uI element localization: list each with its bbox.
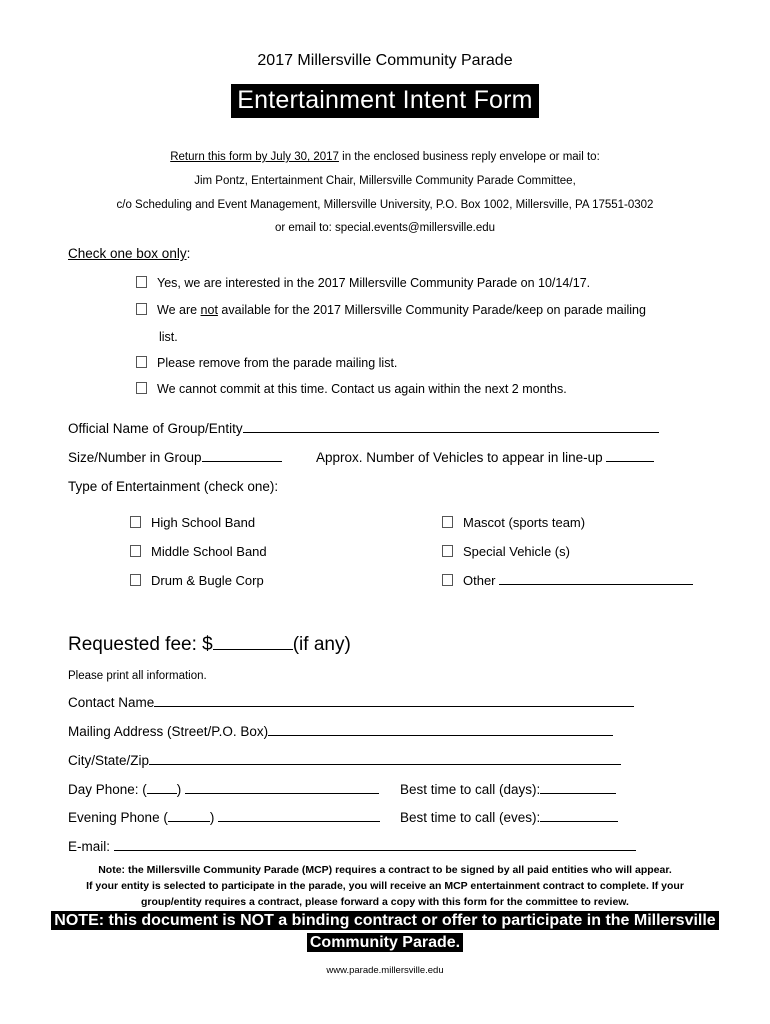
contact-name-label: Contact Name (68, 695, 155, 710)
size-field[interactable] (202, 450, 282, 462)
option-cannot-commit-label: We cannot commit at this time. Contact us again within the next 2 months. (157, 382, 567, 396)
option-not-available[interactable] (136, 303, 646, 317)
option-remove[interactable] (136, 356, 397, 370)
option-remove-label: Please remove from the parade mailing list. (157, 356, 398, 370)
return-deadline: Return this form by July 30, 2017 (170, 151, 339, 163)
check-heading-colon: : (186, 246, 191, 261)
best-eves-field[interactable] (540, 810, 618, 822)
checkbox-other[interactable] (442, 574, 453, 586)
email-label: E-mail: (68, 839, 111, 854)
mailing-address-row (68, 724, 613, 739)
checkbox-middle-school[interactable] (130, 545, 141, 557)
checkbox-drum-bugle[interactable] (130, 574, 141, 586)
type-high-school-label: High School Band (151, 515, 256, 530)
option2-pre: We are (157, 303, 201, 317)
checkbox-cannot-commit[interactable] (136, 382, 147, 394)
note-line-1: Note: the Millersville Community Parade (MCP) requires a contract to be signed by all paid entities who will appear. (98, 864, 672, 876)
option2-rest: available for the 2017 Millersville Community Parade/keep on parade mailing (217, 303, 646, 317)
other-field[interactable] (499, 573, 693, 585)
binding-note-banner-1: NOTE: this document is NOT a binding contract or offer to participate in the Millersville (51, 911, 718, 930)
checkbox-mascot[interactable] (442, 516, 453, 528)
official-name-field[interactable] (243, 421, 659, 433)
official-name-row (68, 421, 659, 436)
type-middle-school[interactable] (130, 544, 267, 559)
address-line-2: c/o Scheduling and Event Management, Millersville University, P.O. Box 1002, Millersville, PA 17551-0302 (116, 199, 654, 211)
form-title-wrap (0, 86, 770, 115)
city-row (68, 753, 621, 768)
type-heading: Type of Entertainment (check one): (68, 479, 279, 494)
checkbox-not-available[interactable] (136, 303, 147, 315)
type-mascot-label: Mascot (sports team) (463, 515, 586, 530)
vehicles-label: Approx. Number of Vehicles to appear in line-up (316, 450, 603, 465)
option-yes-rest: , we are interested in the 2017 Millersville Community Parade on 10/14/17. (177, 276, 591, 290)
fee-label: Requested fee: $ (68, 634, 213, 655)
option-cannot-commit[interactable] (136, 382, 567, 396)
fee-field[interactable] (213, 634, 293, 650)
footer-url[interactable]: www.parade.millersville.edu (326, 965, 444, 976)
banner-line-2-wrap (0, 934, 770, 952)
type-drum-bugle-label: Drum & Bugle Corp (151, 573, 264, 588)
official-name-label: Official Name of Group/Entity (68, 421, 243, 436)
return-instructions (0, 151, 770, 163)
requested-fee-row (68, 634, 351, 656)
form-title: Entertainment Intent Form (231, 84, 538, 118)
type-special-vehicle[interactable] (442, 544, 570, 559)
city-label: City/State/Zip (68, 753, 150, 768)
option2-not: not (200, 303, 218, 317)
option2-continued: list. (159, 330, 178, 344)
day-phone-close: ) (176, 782, 182, 797)
checkbox-yes[interactable] (136, 276, 147, 288)
note-line-2: If your entity is selected to participate in the parade, you will receive an MCP entertainment contract to complete. If your (86, 880, 684, 892)
day-phone-row (68, 782, 379, 797)
contact-name-field[interactable] (154, 695, 634, 707)
type-mascot[interactable] (442, 515, 585, 530)
option-yes[interactable] (136, 276, 590, 290)
type-other-label: Other (463, 573, 496, 588)
checkbox-special-vehicle[interactable] (442, 545, 453, 557)
type-special-vehicle-label: Special Vehicle (s) (463, 544, 570, 559)
evening-phone-close: ) (209, 810, 215, 825)
eve-area-code-field[interactable] (168, 810, 210, 822)
parade-subtitle: 2017 Millersville Community Parade (257, 52, 513, 69)
type-other[interactable] (442, 573, 693, 588)
print-note: Please print all information. (68, 670, 207, 682)
note-line-3: group/entity requires a contract, please forward a copy with this form for the committee to review. (141, 896, 629, 908)
return-rest: in the enclosed business reply envelope or mail to: (338, 151, 600, 163)
type-drum-bugle[interactable] (130, 573, 264, 588)
address-line-1: Jim Pontz, Entertainment Chair, Millersville Community Parade Committee, (194, 175, 576, 187)
mailing-address-field[interactable] (268, 724, 613, 736)
best-eves-row (400, 810, 618, 825)
email-row (68, 839, 636, 854)
email-line: or email to: special.events@millersville.edu (274, 222, 496, 234)
day-phone-label: Day Phone: ( (68, 782, 147, 797)
evening-phone-row (68, 810, 380, 825)
best-days-label: Best time to call (days): (400, 782, 541, 797)
email-field[interactable] (114, 839, 636, 851)
mailing-address-label: Mailing Address (Street/P.O. Box) (68, 724, 269, 739)
size-row (68, 450, 282, 465)
check-heading (68, 246, 190, 261)
type-high-school[interactable] (130, 515, 255, 530)
evening-phone-label: Evening Phone ( (68, 810, 168, 825)
evening-phone-field[interactable] (218, 810, 380, 822)
check-heading-text: Check one box only (68, 246, 187, 261)
vehicles-row (316, 450, 654, 465)
best-days-field[interactable] (540, 782, 616, 794)
city-field[interactable] (149, 753, 621, 765)
checkbox-remove[interactable] (136, 356, 147, 368)
type-middle-school-label: Middle School Band (151, 544, 267, 559)
size-label: Size/Number in Group (68, 450, 202, 465)
checkbox-high-school[interactable] (130, 516, 141, 528)
banner-line-1-wrap (0, 912, 770, 930)
vehicles-field[interactable] (606, 450, 654, 462)
best-eves-label: Best time to call (eves): (400, 810, 541, 825)
day-area-code-field[interactable] (147, 782, 177, 794)
contact-name-row (68, 695, 634, 710)
best-days-row (400, 782, 616, 797)
day-phone-field[interactable] (185, 782, 379, 794)
option-yes-label: Yes (157, 276, 178, 290)
binding-note-banner-2: Community Parade. (307, 933, 463, 952)
fee-suffix: (if any) (292, 634, 351, 655)
